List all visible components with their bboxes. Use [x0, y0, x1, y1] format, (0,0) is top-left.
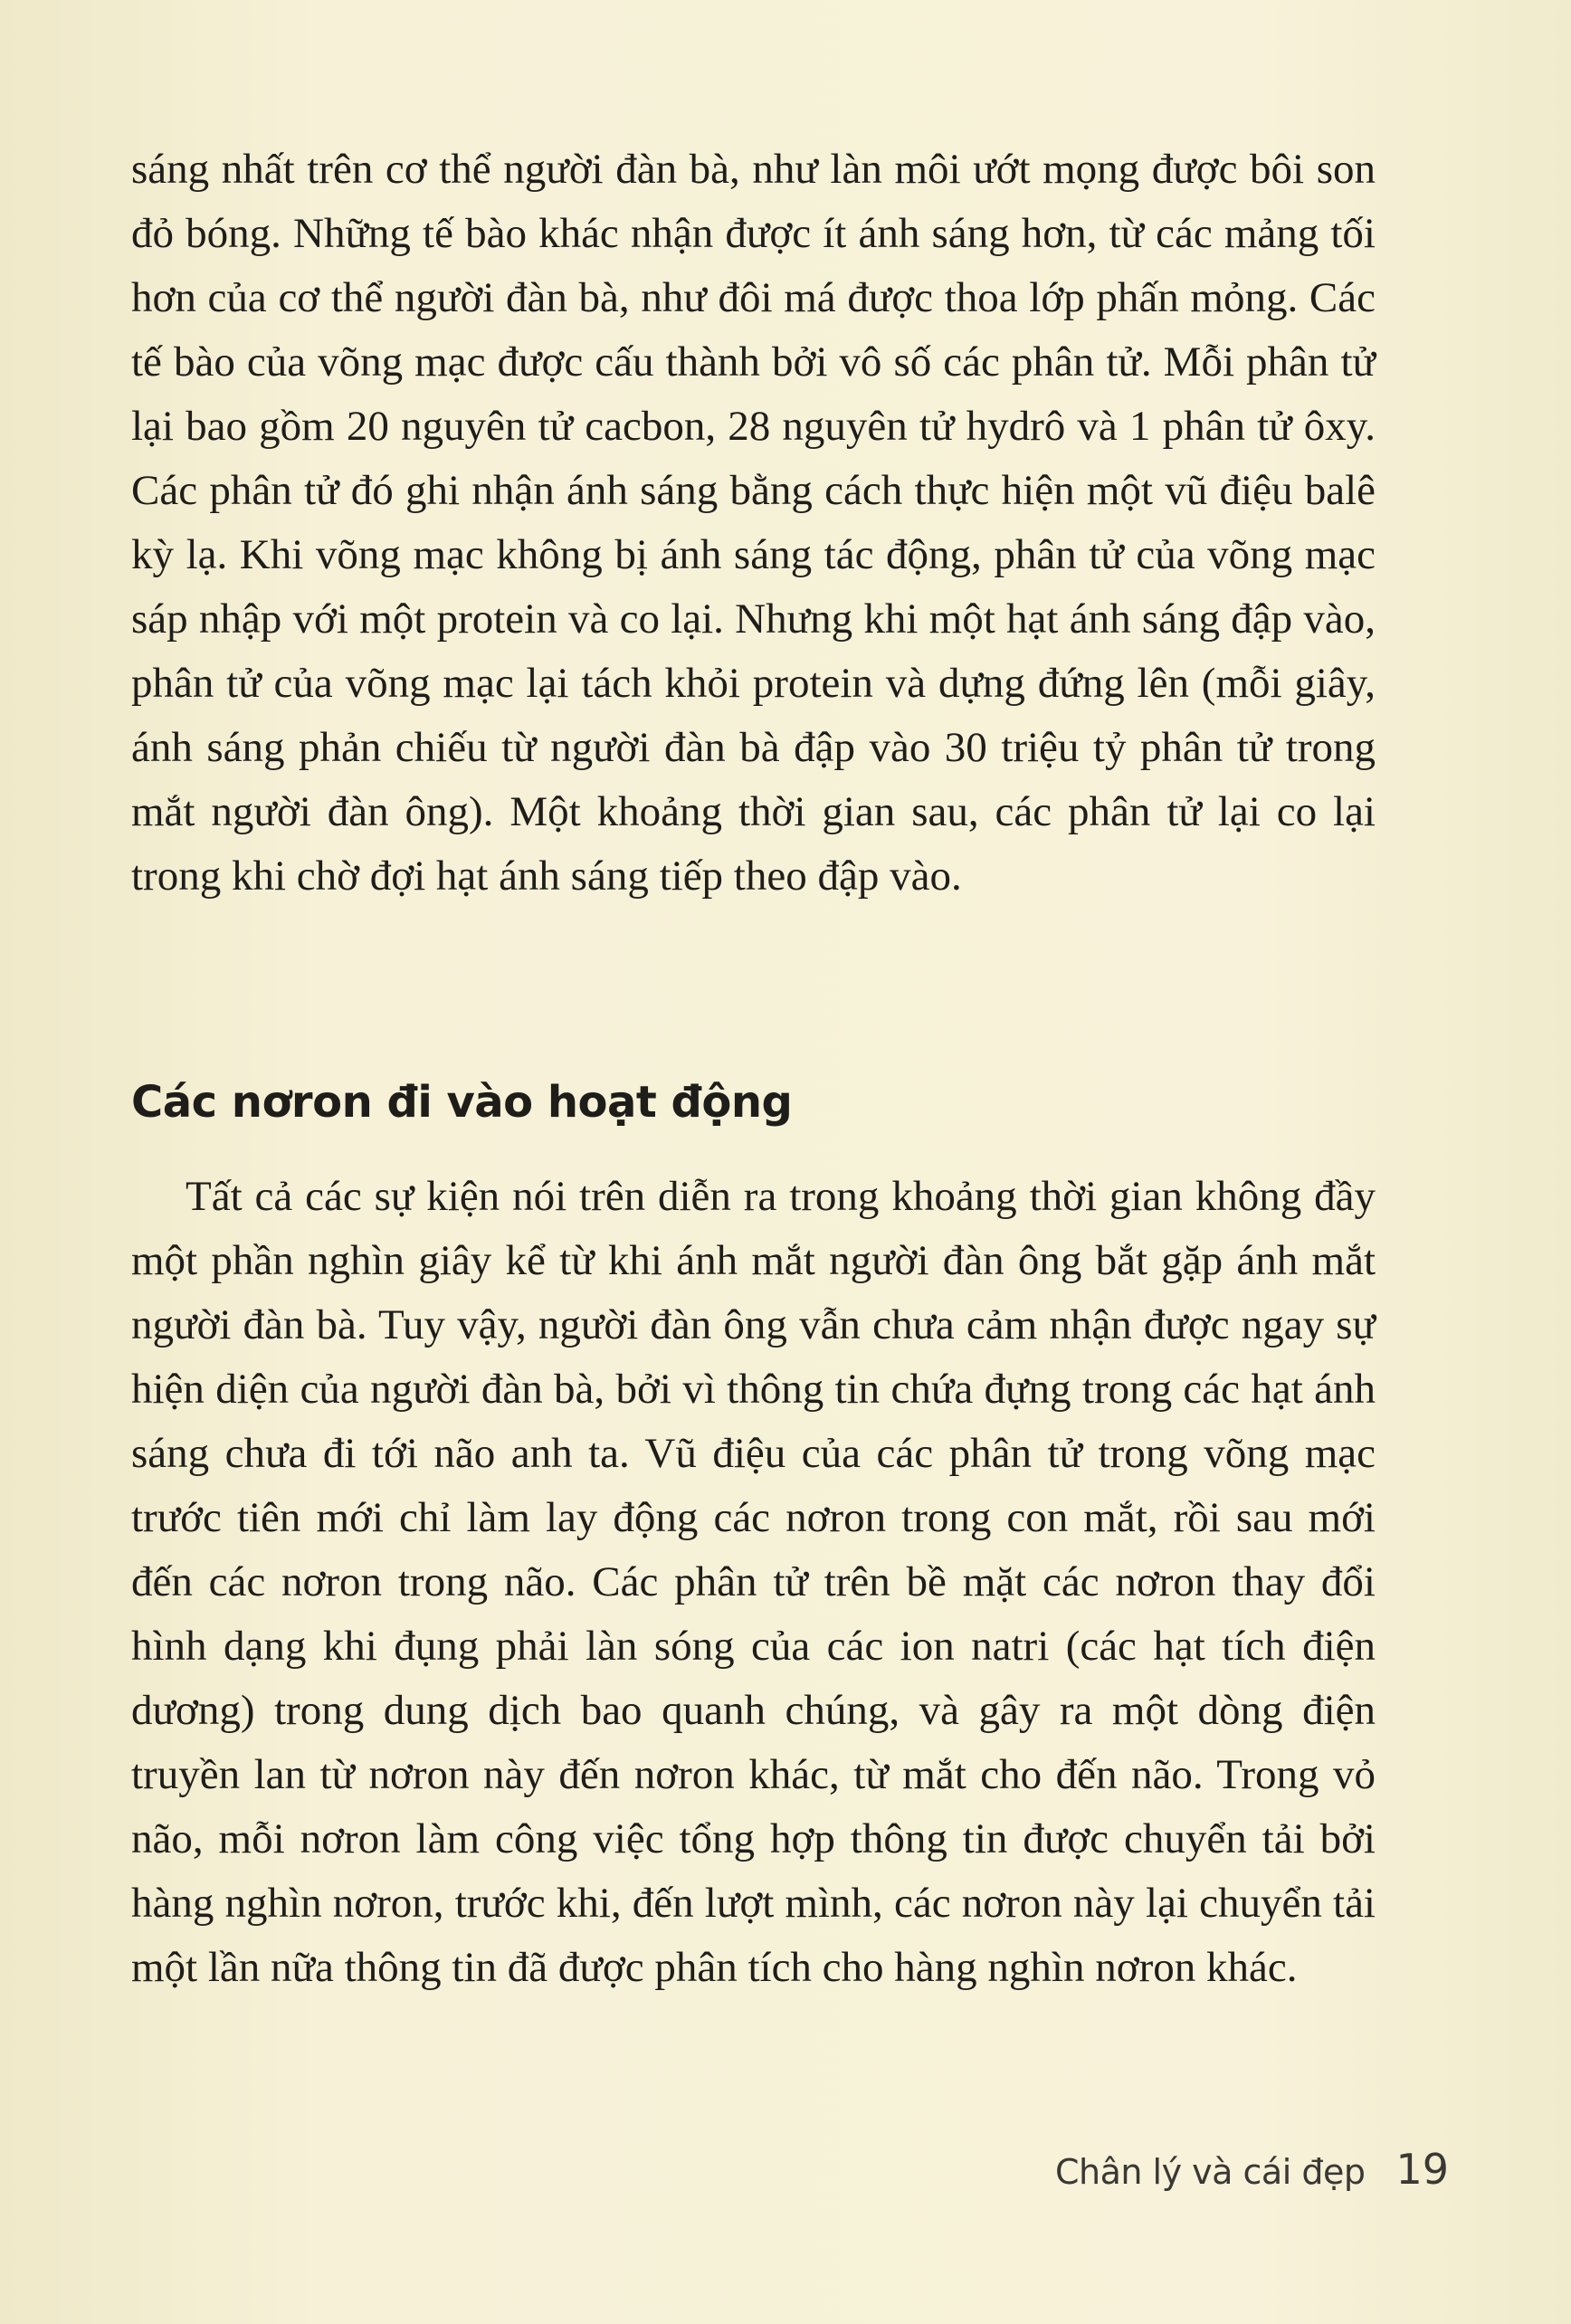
page-footer: [1055, 2145, 1449, 2194]
running-title: Chân lý và cái đẹp: [1054, 2152, 1366, 2192]
body-paragraph-1: sáng nhất trên cơ thể người đàn bà, như làn môi ướt mọng được bôi son đỏ bóng. Những tế bào khác nhận được ít ánh sáng hơn, từ các mảng tối hơn của cơ thể người đàn bà, như đôi má được thoa lớp phấn mỏng. Các tế bào của võng mạc được cấu thành bởi vô số các phân tử. Mỗi phân tử lại bao gồm 20 nguyên tử cacbon, 28 nguyên tử hydrô và 1 phân tử ôxy. Các phân tử đó ghi nhận ánh sáng bằng cách thực hiện một vũ điệu balê kỳ lạ. Khi võng mạc không bị ánh sáng tác động, phân tử của võng mạc sáp nhập với một protein và co lại. Nhưng khi một hạt ánh sáng đập vào, phân tử của võng mạc lại tách khỏi protein và dựng đứng lên (mỗi giây, ánh sáng phản chiếu từ người đàn bà đập vào 30 triệu tỷ phân tử trong mắt người đàn ông). Một khoảng thời gian sau, các phân tử lại co lại trong khi chờ đợi hạt ánh sáng tiếp theo đập vào.: [131, 146, 1376, 900]
page-number: 19: [1395, 2145, 1449, 2194]
body-paragraph-2: Tất cả các sự kiện nói trên diễn ra trong khoảng thời gian không đầy một phần nghìn giây kể từ khi ánh mắt người đàn ông bắt gặp ánh mắt người đàn bà. Tuy vậy, người đàn ông vẫn chưa cảm nhận được ngay sự hiện diện của người đàn bà, bởi vì thông tin chứa đựng trong các hạt ánh sáng chưa đi tới não anh ta. Vũ điệu của các phân tử trong võng mạc trước tiên mới chỉ làm lay động các nơron trong con mắt, rồi sau mới đến các nơron trong não. Các phân tử trên bề mặt các nơron thay đổi hình dạng khi đụng phải làn sóng của các ion natri (các hạt tích điện dương) trong dung dịch bao quanh chúng, và gây ra một dòng điện truyền lan từ nơron này đến nơron khác, từ mắt cho đến não. Trong vỏ não, mỗi nơron làm công việc tổng hợp thông tin được chuyển tải bởi hàng nghìn nơron, trước khi, đến lượt mình, các nơron này lại chuyển tải một lần nữa thông tin đã được phân tích cho hàng nghìn nơron khác.: [131, 1173, 1376, 1991]
section-heading: Các nơron đi vào hoạt động: [131, 1077, 793, 1128]
